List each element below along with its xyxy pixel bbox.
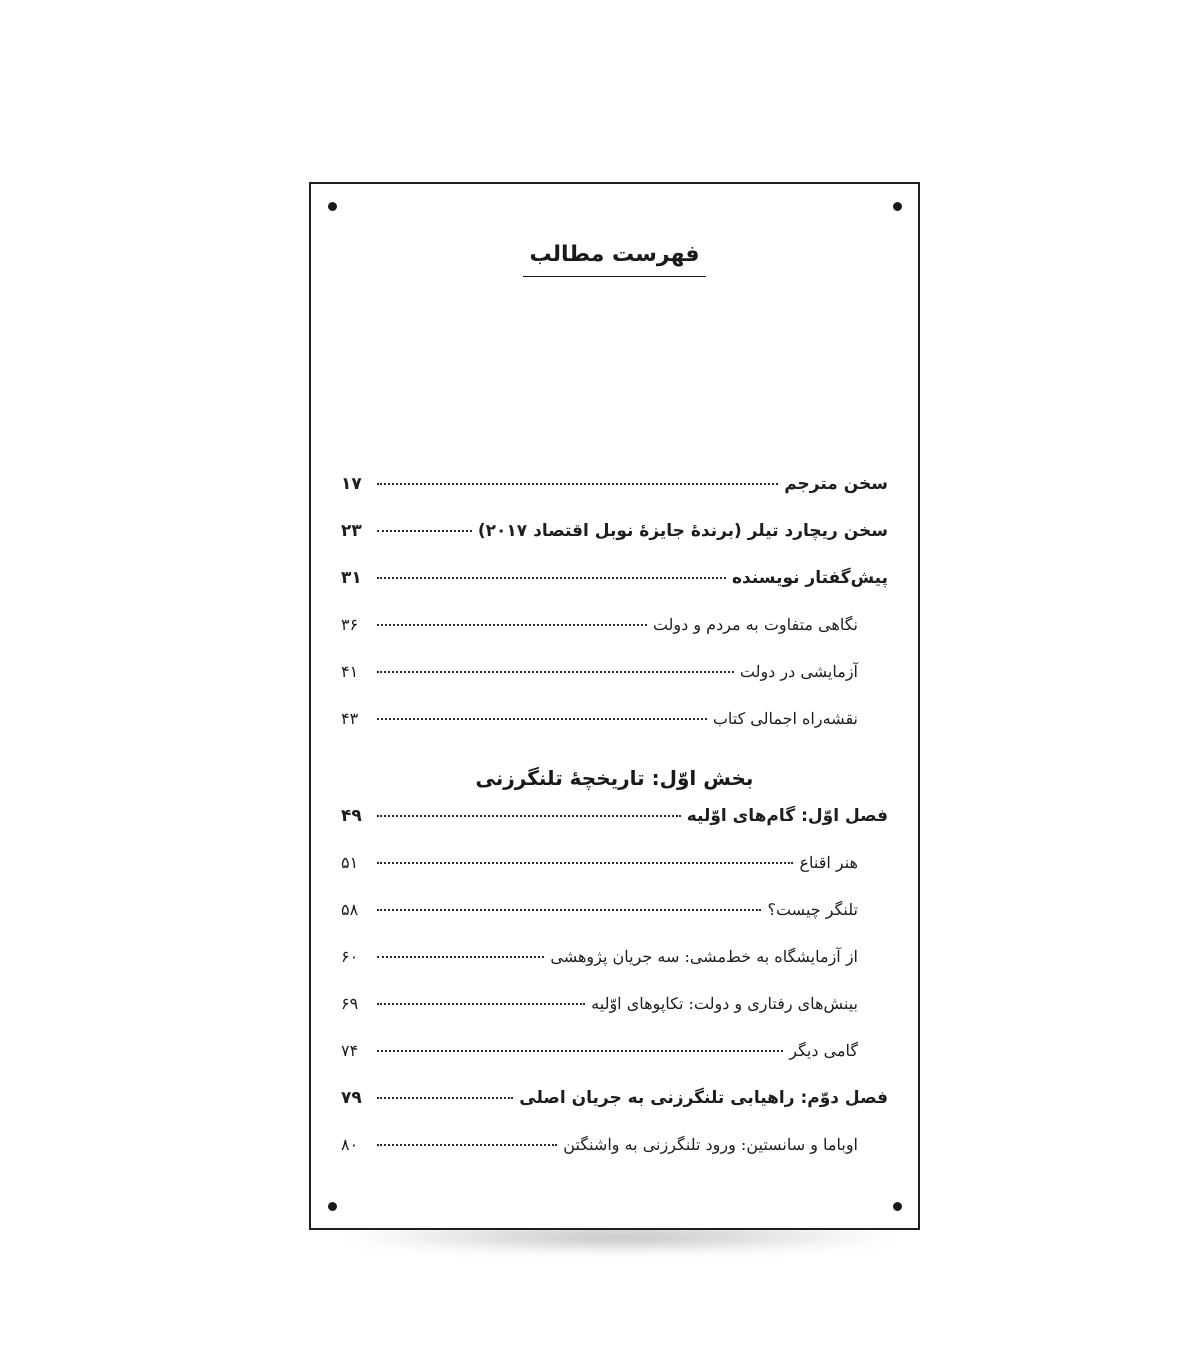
- dot-leader: [377, 815, 681, 817]
- toc-entry-label: بینش‌های رفتاری و دولت: تکاپوهای اوّلیه: [591, 994, 858, 1013]
- dot-leader: [377, 1003, 585, 1005]
- toc-entry-label: از آزمایشگاه به خط‌مشی: سه جریان پژوهشی: [550, 947, 858, 966]
- toc-entry-chapter-one: [341, 806, 888, 853]
- toc-entry-another-step: [341, 1041, 888, 1088]
- toc-entry-label: گامی دیگر: [789, 1041, 858, 1060]
- toc-entry-page: ۷۹: [341, 1088, 362, 1108]
- toc-entry-label: سخن ریچارد تیلر (برندهٔ جایزهٔ نوبل اقتصاد ۲۰۱۷): [477, 521, 888, 541]
- book-page: [309, 182, 920, 1230]
- toc-entry-label: پیش‌گفتار نویسنده: [731, 568, 888, 588]
- dot-leader: [377, 530, 472, 532]
- dot-leader: [377, 862, 793, 864]
- toc-entry-obama-sunstein: [341, 1135, 888, 1182]
- toc-entry-page: ۳۶: [341, 615, 359, 634]
- page-title: فهرست مطالب: [523, 242, 705, 277]
- toc-entry-what-is-nudge: [341, 900, 888, 947]
- toc-entry-different-look: [341, 615, 888, 662]
- toc-entry-page: ۵۱: [341, 853, 359, 872]
- dot-leader: [377, 909, 761, 911]
- corner-dot-bottom-left: [328, 1202, 337, 1211]
- dot-leader: [377, 1097, 513, 1099]
- toc-entry-page: ۴۳: [341, 709, 359, 728]
- toc-entry-label: نقشه‌راه اجمالی کتاب: [712, 709, 858, 728]
- dot-leader: [377, 624, 647, 626]
- toc-entry-page: ۶۹: [341, 994, 359, 1013]
- toc-entry-page: ۱۷: [341, 474, 362, 494]
- page-title-wrap: [311, 242, 918, 277]
- corner-dot-top-left: [328, 202, 337, 211]
- part-one-heading: بخش اوّل: تاریخچهٔ تلنگرزنی: [475, 766, 754, 790]
- corner-dot-bottom-right: [893, 1202, 902, 1211]
- toc-entry-page: ۳۱: [341, 568, 362, 588]
- toc-entry-label: تلنگر چیست؟: [767, 900, 858, 919]
- toc-entry-chapter-two: [341, 1088, 888, 1135]
- table-of-contents: [341, 474, 888, 1182]
- toc-entry-experiment-in-government: [341, 662, 888, 709]
- toc-entry-lab-to-policy: [341, 947, 888, 994]
- toc-entry-label: سخن مترجم: [784, 474, 888, 494]
- toc-entry-label: هنر اقناع: [799, 853, 858, 872]
- corner-dot-top-right: [893, 202, 902, 211]
- dot-leader: [377, 671, 734, 673]
- toc-entry-label: فصل اوّل: گام‌های اوّلیه: [686, 806, 888, 826]
- toc-entry-page: ۴۹: [341, 806, 362, 826]
- toc-entry-page: ۷۴: [341, 1041, 359, 1060]
- toc-entry-behavioral-insights: [341, 994, 888, 1041]
- dot-leader: [377, 956, 544, 958]
- toc-entry-label: نگاهی متفاوت به مردم و دولت: [652, 615, 858, 634]
- toc-entry-art-of-persuasion: [341, 853, 888, 900]
- dot-leader: [377, 577, 726, 579]
- toc-entry-author-preface: [341, 568, 888, 615]
- toc-entry-label: اوباما و سانستین: ورود تلنگرزنی به واشنگتن: [563, 1135, 858, 1154]
- toc-entry-page: ۲۳: [341, 521, 362, 541]
- toc-entry-label: فصل دوّم: راهیابی تلنگرزنی به جریان اصلی: [519, 1088, 888, 1108]
- toc-entry-page: ۵۸: [341, 900, 359, 919]
- dot-leader: [377, 1050, 783, 1052]
- toc-entry-page: ۶۰: [341, 947, 359, 966]
- dot-leader: [377, 1144, 557, 1146]
- toc-entry-book-roadmap: [341, 709, 888, 756]
- dot-leader: [377, 483, 778, 485]
- toc-entry-label: آزمایشی در دولت: [739, 662, 858, 681]
- toc-entry-translator-note: [341, 474, 888, 521]
- dot-leader: [377, 718, 707, 720]
- toc-entry-thaler-note: [341, 521, 888, 568]
- toc-entry-page: ۸۰: [341, 1135, 359, 1154]
- toc-entry-page: ۴۱: [341, 662, 359, 681]
